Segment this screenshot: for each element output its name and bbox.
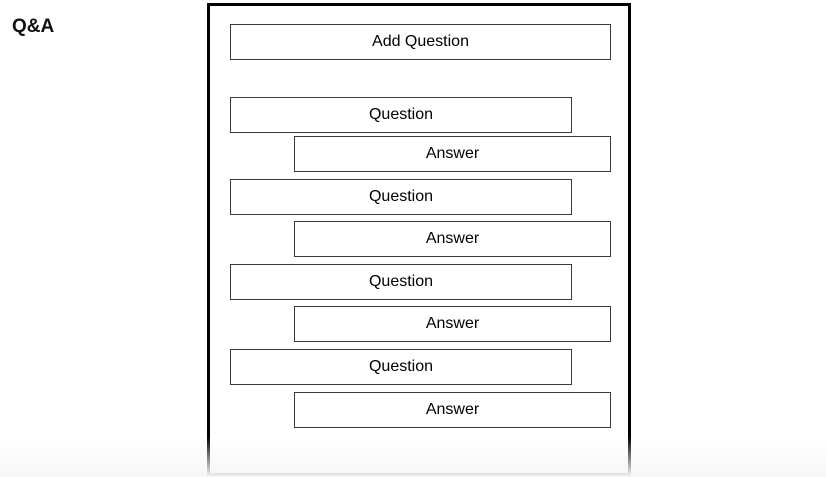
answer-item[interactable]: Answer — [294, 136, 611, 172]
question-item[interactable]: Question — [230, 349, 572, 385]
question-item[interactable]: Question — [230, 179, 572, 215]
qa-panel — [207, 3, 631, 476]
question-item[interactable]: Question — [230, 264, 572, 300]
add-question-button[interactable]: Add Question — [230, 24, 611, 60]
answer-item[interactable]: Answer — [294, 221, 611, 257]
page-title: Q&A — [12, 16, 55, 37]
answer-item[interactable]: Answer — [294, 306, 611, 342]
answer-item[interactable]: Answer — [294, 392, 611, 428]
question-item[interactable]: Question — [230, 97, 572, 133]
